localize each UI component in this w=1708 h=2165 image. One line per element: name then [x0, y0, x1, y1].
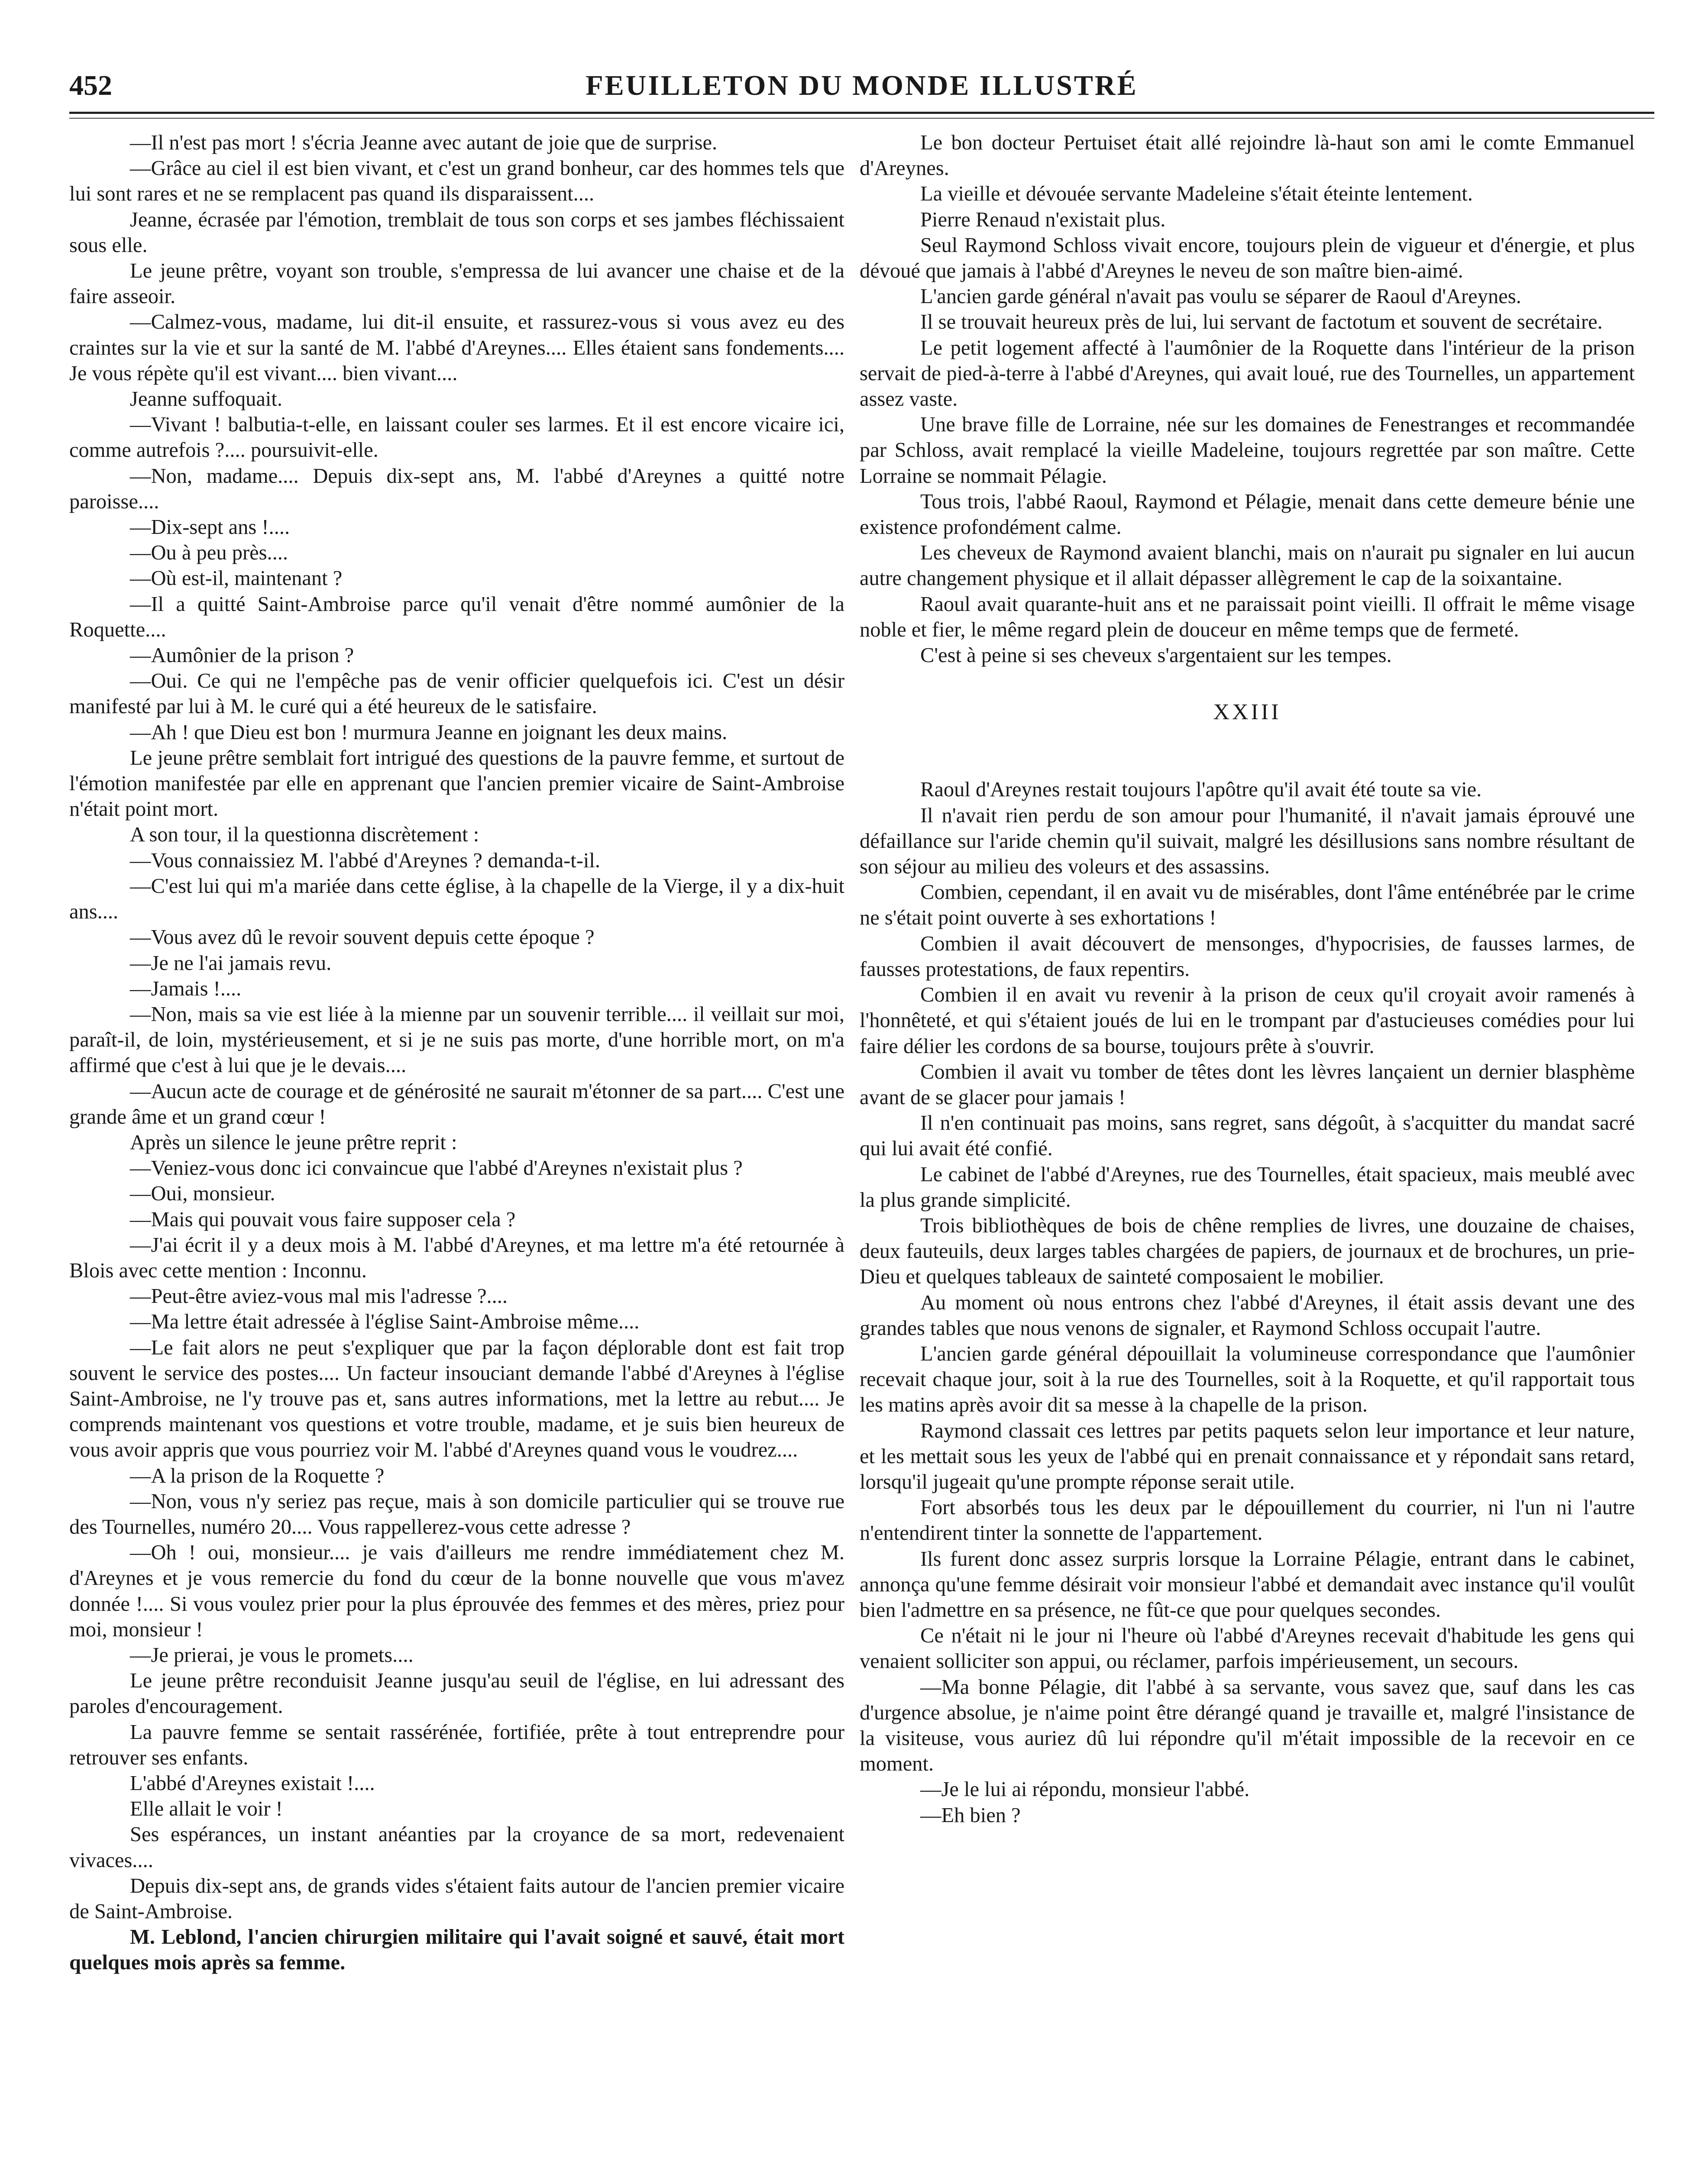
paragraph: —Mais qui pouvait vous faire supposer cela ? [130, 1208, 516, 1231]
right-column-before-chapter [860, 130, 1635, 668]
paragraph: —Le fait alors ne peut s'expliquer que par la façon déplorable dont est fait trop souvent le service des postes.... Un facteur insouciant demande l'abbé d'Areynes à l'église Saint-Ambroise, ne l'y trouve pas et, sans autres informations, met la lettre au rebut.... Je comprends maintenant vos questions et votre trouble, madame, et je suis bien heureux de vous avoir appris que vous pourriez voir M. l'abbé d'Areynes quand vous le voudrez.... [69, 1336, 844, 1462]
paragraph: Depuis dix-sept ans, de grands vides s'étaient faits autour de l'ancien premier vicaire de Saint-Ambroise. [69, 1874, 844, 1923]
right-column [860, 130, 1635, 2165]
paragraph: —Dix-sept ans !.... [130, 516, 290, 539]
paragraph: —Oui. Ce qui ne l'empêche pas de venir officier quelquefois ici. C'est un désir manifesté par lui à M. le curé qui a été heureux de le satisfaire. [69, 669, 844, 718]
paragraph: Le jeune prêtre semblait fort intrigué des questions de la pauvre femme, et surtout de l'émotion manifestée par elle en apprenant que l'ancien premier vicaire de Saint-Ambroise n'était point mort. [69, 746, 844, 821]
paragraph: —Ou à peu près.... [130, 541, 288, 565]
paragraph: Combien, cependant, il en avait vu de misérables, dont l'âme enténébrée par le crime ne s'était point ouverte à ses exhortations ! [860, 881, 1635, 930]
paragraph: —Il a quitté Saint-Ambroise parce qu'il venait d'être nommé aumônier de la Roquette.... [69, 592, 844, 641]
paragraph: —Je ne l'ai jamais revu. [130, 951, 332, 975]
paragraph: Seul Raymond Schloss vivait encore, toujours plein de vigueur et d'énergie, et plus dévoué que jamais à l'abbé d'Areynes le neveu de son maître bien-aimé. [860, 233, 1635, 283]
paragraph: —Où est-il, maintenant ? [130, 567, 343, 590]
paragraph: La pauvre femme se sentait rassérénée, fortifiée, prête à tout entreprendre pour retrouver ses enfants. [69, 1720, 844, 1769]
paragraph: —Je le lui ai répondu, monsieur l'abbé. [920, 1778, 1250, 1801]
right-column-after-chapter [860, 777, 1635, 1828]
header-rule-thin [69, 118, 1654, 119]
paragraph: Raoul avait quarante-huit ans et ne paraissait point vieilli. Il offrait le même visage noble et fier, le même regard plein de douceur en même temps que de fermeté. [860, 592, 1635, 641]
paragraph: L'abbé d'Areynes existait !.... [130, 1772, 375, 1795]
paragraph: —Jamais !.... [130, 977, 242, 1000]
paragraph: Combien il avait vu tomber de têtes dont les lèvres lançaient un dernier blasphème avant de se glacer pour jamais ! [860, 1060, 1635, 1109]
paragraph: Elle allait le voir ! [130, 1797, 283, 1821]
paragraph: Au moment où nous entrons chez l'abbé d'Areynes, il était assis devant une des grandes tables que nous venons de signaler, et Raymond Schloss occupait l'autre. [860, 1291, 1635, 1340]
paragraph: —Vous connaissiez M. l'abbé d'Areynes ? demanda-t-il. [130, 849, 600, 872]
paragraph: Les cheveux de Raymond avaient blanchi, mais on n'aurait pu signaler en lui aucun autre changement physique et il allait dépasser allègrement le cap de la soixantaine. [860, 541, 1635, 590]
paragraph: Le bon docteur Pertuiset était allé rejoindre là-haut son ami le comte Emmanuel d'Areynes. [860, 131, 1635, 180]
page-header [69, 69, 1654, 108]
page-number: 452 [69, 70, 112, 101]
paragraph: —Peut-être aviez-vous mal mis l'adresse ?.... [130, 1285, 508, 1308]
paragraph: —Veniez-vous donc ici convaincue que l'abbé d'Areynes n'existait plus ? [130, 1157, 743, 1180]
paragraph: Le petit logement affecté à l'aumônier de la Roquette dans l'intérieur de la prison servait de pied-à-terre à l'abbé d'Areynes, qui avait loué, rue des Tournelles, un appartement assez vaste. [860, 336, 1635, 411]
paragraph: Tous trois, l'abbé Raoul, Raymond et Pélagie, menait dans cette demeure bénie une existence profondément calme. [860, 490, 1635, 539]
paragraph: —Non, madame.... Depuis dix-sept ans, M. l'abbé d'Areynes a quitté notre paroisse.... [69, 464, 844, 513]
paragraph: Le jeune prêtre reconduisit Jeanne jusqu'au seuil de l'église, en lui adressant des paroles d'encouragement. [69, 1669, 844, 1718]
paragraph: —Non, vous n'y seriez pas reçue, mais à son domicile particulier qui se trouve rue des Tournelles, numéro 20.... Vous rappellerez-vous cette adresse ? [69, 1490, 844, 1538]
paragraph: —Ah ! que Dieu est bon ! murmura Jeanne en joignant les deux mains. [130, 721, 728, 744]
paragraph: —A la prison de la Roquette ? [130, 1464, 385, 1487]
paragraph: —Il n'est pas mort ! s'écria Jeanne avec autant de joie que de surprise. [130, 131, 718, 154]
paragraph: C'est à peine si ses cheveux s'argentaient sur les tempes. [920, 644, 1392, 667]
paragraph: —Aucun acte de courage et de générosité ne saurait m'étonner de sa part.... C'est une grande âme et un grand cœur ! [69, 1079, 844, 1128]
paragraph: —Ma bonne Pélagie, dit l'abbé à sa servante, vous savez que, sauf dans les cas d'urgence absolue, je n'aime point être dérangé quand je travaille et, malgré l'insistance de la visiteuse, vous auriez dû lui répondre qu'il m'était impossible de la recevoir en ce moment. [860, 1675, 1635, 1776]
paragraph: M. Leblond, l'ancien chirurgien militaire qui l'avait soigné et sauvé, était mort quelques mois après sa femme. [69, 1926, 844, 1974]
paragraph: —Eh bien ? [920, 1803, 1021, 1827]
chapter-heading: XXIII [1213, 700, 1281, 725]
paragraph: Il se trouvait heureux près de lui, lui servant de factotum et souvent de secrétaire. [920, 310, 1603, 334]
paragraph: Le cabinet de l'abbé d'Areynes, rue des Tournelles, était spacieux, mais meublé avec la plus grande simplicité. [860, 1163, 1635, 1212]
paragraph: La vieille et dévouée servante Madeleine s'était éteinte lentement. [920, 182, 1473, 206]
paragraph: Ses espérances, un instant anéanties par la croyance de sa mort, redevenaient vivaces.... [69, 1823, 844, 1872]
paragraph: —C'est lui qui m'a mariée dans cette église, à la chapelle de la Vierge, il y a dix-huit ans.... [69, 874, 844, 924]
page-title: FEUILLETON DU MONDE ILLUSTRÉ [586, 70, 1138, 101]
left-column [69, 130, 844, 2165]
paragraph: —Vivant ! balbutia-t-elle, en laissant couler ses larmes. Et il est encore vicaire ici, comme autrefois ?.... poursuivit-elle. [69, 413, 844, 462]
paragraph: —Je prierai, je vous le promets.... [130, 1643, 414, 1667]
paragraph: Ce n'était ni le jour ni l'heure où l'abbé d'Areynes recevait d'habitude les gens qui venaient solliciter son appui, ou réclamer, parfois impérieusement, un secours. [860, 1624, 1635, 1673]
paragraph: Fort absorbés tous les deux par le dépouillement du courrier, ni l'un ni l'autre n'entendirent tinter la sonnette de l'appartement. [860, 1496, 1635, 1545]
paragraph: Raymond classait ces lettres par petits paquets selon leur importance et leur nature, et les mettait sous les yeux de l'abbé qui en prenait connaissance et y répondait sans retard, lorsqu'il jugeait qu'une prompte réponse serait utile. [860, 1419, 1635, 1493]
paragraph: A son tour, il la questionna discrètement : [130, 823, 479, 847]
paragraph: Jeanne suffoquait. [130, 388, 282, 411]
paragraph: —Oui, monsieur. [130, 1182, 275, 1205]
paragraph: —Grâce au ciel il est bien vivant, et c'est un grand bonheur, car des hommes tels que lui sont rares et ne se remplacent pas quand ils disparaissent.... [69, 157, 844, 206]
paragraph: —Oh ! oui, monsieur.... je vais d'ailleurs me rendre immédiatement chez M. d'Areynes et je vous remercie du fond du cœur de la bonne nouvelle que vous m'avez donnée !.... Si vous voulez prier pour la plus éprouvée des femmes et des mères, priez pour moi, monsieur ! [69, 1541, 844, 1641]
paragraph: Trois bibliothèques de bois de chêne remplies de livres, une douzaine de chaises, deux fauteuils, deux larges tables chargées de papiers, de journaux et de brochures, un prie-Dieu et quelques tableaux de sainteté composaient le mobilier. [860, 1214, 1635, 1289]
paragraph: —Vous avez dû le revoir souvent depuis cette époque ? [130, 926, 595, 949]
paragraph: Il n'avait rien perdu de son amour pour l'humanité, il n'avait jamais éprouvé une défaillance sur l'aride chemin qu'il suivait, malgré les désillusions sans nombre résultant de son séjour au milieu des voleurs et des assassins. [860, 804, 1635, 879]
paragraph: Combien il avait découvert de mensonges, d'hypocrisies, de fausses larmes, de fausses protestations, de faux repentirs. [860, 932, 1635, 981]
paragraph: —Aumônier de la prison ? [130, 644, 354, 667]
paragraph: —Calmez-vous, madame, lui dit-il ensuite, et rassurez-vous si vous avez eu des craintes sur la vie et sur la santé de M. l'abbé d'Areynes.... Elles étaient sans fondements.... Je vous répète qu'il est vivant.... bien vivant.... [69, 310, 844, 385]
paragraph: —Ma lettre était adressée à l'église Saint-Ambroise même.... [130, 1310, 640, 1334]
paragraph: L'ancien garde général dépouillait la volumineuse correspondance que l'aumônier recevait chaque jour, soit à la rue des Tournelles, soit à la Roquette, et qu'il rapportait tous les matins après avoir dit sa messe à la chapelle de la prison. [860, 1342, 1635, 1417]
paragraph: Il n'en continuait pas moins, sans regret, sans dégoût, à s'acquitter du mandat sacré qui lui avait été confié. [860, 1112, 1635, 1160]
paragraph: L'ancien garde général n'avait pas voulu se séparer de Raoul d'Areynes. [920, 285, 1521, 308]
paragraph: —J'ai écrit il y a deux mois à M. l'abbé d'Areynes, et ma lettre m'a été retournée à Blois avec cette mention : Inconnu. [69, 1233, 844, 1282]
paragraph: —Non, mais sa vie est liée à la mienne par un souvenir terrible.... il veillait sur moi, paraît-il, de loin, mystérieusement, et si je ne suis pas morte, d'une horrible mort, on m'a affirmé que c'est à lui que je le devais.... [69, 1002, 844, 1077]
header-rule-thick [69, 112, 1654, 114]
paragraph: Après un silence le jeune prêtre reprit : [130, 1131, 457, 1154]
paragraph: Combien il en avait vu revenir à la prison de ceux qu'il croyait avoir ramenés à l'honnêteté, et qui s'étaient joués de lui en le trompant par d'astucieuses comédies pour lui faire délier les cordons de sa bourse, toujours prête à s'ouvrir. [860, 983, 1635, 1058]
paragraph: Ils furent donc assez surpris lorsque la Lorraine Pélagie, entrant dans le cabinet, annonça qu'une femme désirait voir monsieur l'abbé et demandait avec instance qu'il voulût bien l'admettre en sa présence, ne fût-ce que pour quelques secondes. [860, 1547, 1635, 1622]
paragraph: Pierre Renaud n'existait plus. [920, 208, 1166, 231]
paragraph: Raoul d'Areynes restait toujours l'apôtre qu'il avait été toute sa vie. [920, 778, 1482, 801]
paragraph: Le jeune prêtre, voyant son trouble, s'empressa de lui avancer une chaise et de la faire asseoir. [69, 259, 844, 308]
paragraph: Jeanne, écrasée par l'émotion, tremblait de tous son corps et ses jambes fléchissaient sous elle. [69, 208, 844, 257]
paragraph: Une brave fille de Lorraine, née sur les domaines de Fenestranges et recommandée par Schloss, avait remplacé la vieille Madeleine, toujours regrettée par son maître. Cette Lorraine se nommait Pélagie. [860, 413, 1635, 488]
